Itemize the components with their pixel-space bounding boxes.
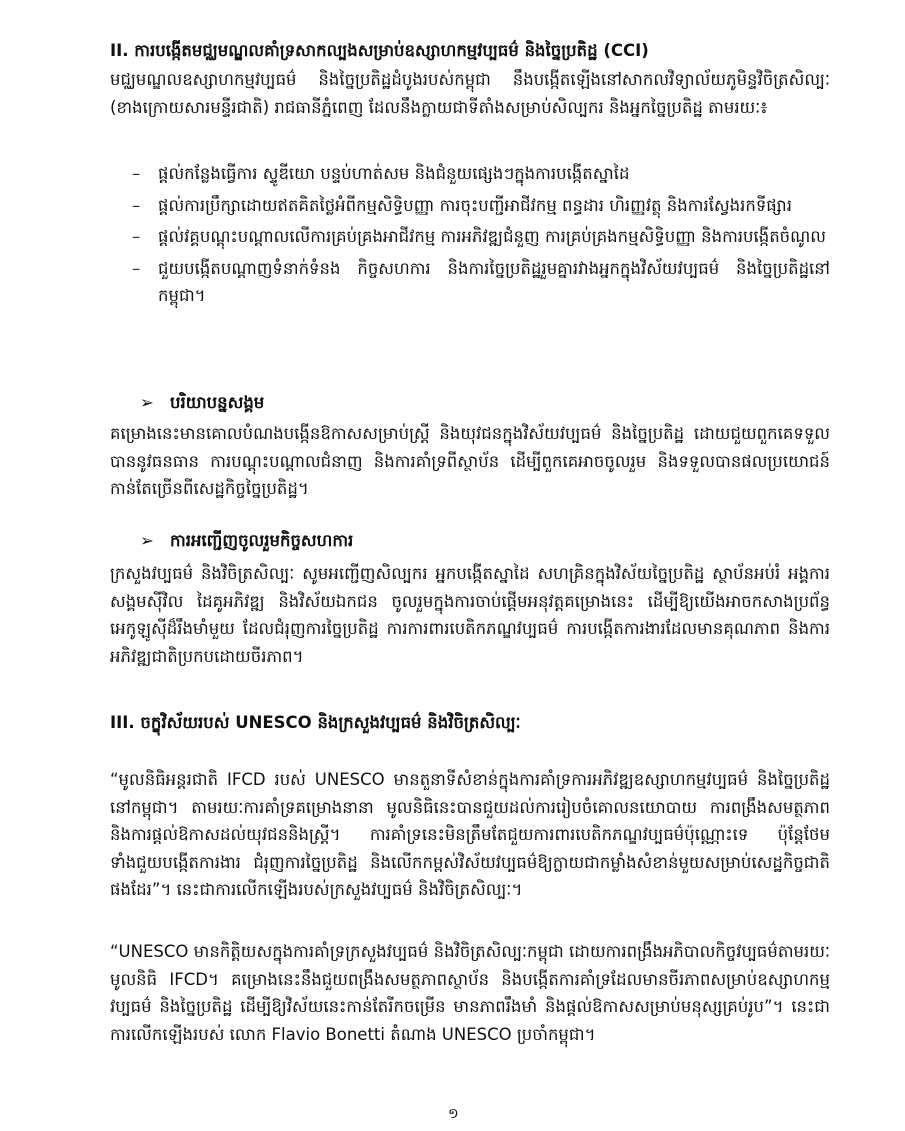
dash-marker: –	[132, 227, 141, 246]
invitation-title: ការអញ្ជើញចូលរួមកិច្ចសហការ	[170, 531, 354, 550]
arrow-bullet-icon: ➢	[140, 531, 154, 550]
page-mark: ១	[448, 1106, 459, 1122]
bullet-item	[110, 223, 830, 251]
bullet-item	[110, 160, 830, 188]
bullet-text: ផ្តល់វគ្គបណ្តុះបណ្តាលលើការគ្រប់គ្រងអាជីវកម្ម ការអភិវឌ្ឍជំនួញ ការគ្រប់គ្រងកម្មសិទ្ធិបញ្ញា និងការបង្កើតចំណូល	[158, 227, 827, 246]
bullet-text: ជួយបង្កើតបណ្តាញទំនាក់ទំនង កិច្ចសហការ និងការច្នៃប្រតិដ្ឋរួមគ្នារវាងអ្នកក្នុងវិស័យវប្បធម៌ និងច្នៃប្រតិដ្ឋនៅកម្ពុជា។	[158, 258, 830, 305]
social-inclusion-text: គម្រោងនេះមានគោលបំណងបង្កើនឱកាសសម្រាប់ស្ត្រី និងយុវជនក្នុងវិស័យវប្បធម៌ និងច្នៃប្រតិដ្ឋ ដោយជួយពួកគេទទួលបាននូវធនធាន ការបណ្តុះបណ្តាលជំនាញ និងការគាំទ្រពីស្ថាប័ន ដើម្បីពួកគេអាចចូលរួម និងទទួលបានផលប្រយោជន៍កាន់តែច្រើនពីសេដ្ឋកិច្ចច្នៃប្រតិដ្ឋ។	[110, 424, 830, 498]
unesco-quote-1: “មូលនិធិអន្តរជាតិ IFCD របស់ UNESCO មានតួនាទីសំខាន់ក្នុងការគាំទ្រការអភិវឌ្ឍឧស្សាហកម្មវប្បធម៌ និងច្នៃប្រតិដ្ឋនៅកម្ពុជា។ តាមរយៈការគាំទ្រគម្រោងនានា មូលនិធិនេះបានជួយដល់ការរៀបចំគោលនយោបាយ ការពង្រឹងសមត្ថភាព និងការផ្តល់ឱកាសដល់យុវជននិងស្ត្រី។ ការគាំទ្រនេះមិនត្រឹមតែជួយការពារបេតិកភណ្ឌវប្បធម៌ប៉ុណ្ណោះទេ ប៉ុន្តែថែមទាំងជួយបង្កើតការងារ ជំរុញការច្នៃប្រតិដ្ឋ និងលើកកម្ពស់វិស័យវប្បធម៌ឱ្យក្លាយជាកម្លាំងសំខាន់មួយសម្រាប់សេដ្ឋកិច្ចជាតិផងដែរ”។ នេះជាការលើកឡើងរបស់ក្រសួងវប្បធម៌ និងវិចិត្រសិល្បៈ។	[110, 770, 830, 899]
bullet-text: ផ្តល់កន្លែងធ្វើការ ស្ទូឌីយោ បន្ទប់ហាត់សម និងជំនួយផ្សេងៗក្នុងការបង្កើតស្នាដៃ	[158, 164, 630, 183]
bullet-item	[110, 255, 830, 310]
bullet-text: ផ្តល់ការប្រឹក្សាដោយឥតគិតថ្លៃអំពីកម្មសិទ្ធិបញ្ញា ការចុះបញ្ជីអាជីវកម្ម ពន្ធដារ ហិរញ្ញវត្ថុ និងការស្វែងរកទីផ្សារ	[158, 195, 792, 215]
section-3-heading: III. ចក្ខុវិស័យរបស់ UNESCO និងក្រសួងវប្បធម៌ និងវិចិត្រសិល្បៈ	[110, 713, 521, 732]
section-2-bullet-list	[110, 160, 830, 314]
dash-marker: –	[132, 164, 141, 183]
social-inclusion-title: បរិយាបន្នសង្គម	[170, 393, 265, 412]
arrow-bullet-icon: ➢	[140, 393, 154, 412]
social-inclusion-heading	[110, 390, 830, 416]
invitation-heading	[110, 528, 830, 554]
section-2-intro: មជ្ឈមណ្ឌលឧស្សាហកម្មវប្បធម៌ និងច្នៃប្រតិដ្ឋដំបូងរបស់កម្ពុជា នឹងបង្កើតឡើងនៅសាកលវិទ្យាល័យភូមិន្ទវិចិត្រសិល្បៈ (ខាងក្រោយសារមន្ទីរជាតិ) រាជធានីភ្នំពេញ ដែលនឹងក្លាយជាទីតាំងសម្រាប់សិល្បករ និងអ្នកច្នៃប្រតិដ្ឋ តាមរយៈ៖	[110, 70, 830, 117]
bullet-item	[110, 192, 830, 220]
unesco-quote-2: “UNESCO មានកិត្តិយសក្នុងការគាំទ្រក្រសួងវប្បធម៌ និងវិចិត្រសិល្បៈកម្ពុជា ដោយការពង្រឹងអភិបាលកិច្ចវប្បធម៌តាមរយៈមូលនិធិ IFCD។ គម្រោងនេះនឹងជួយពង្រឹងសមត្ថភាពស្ថាប័ន និងបង្កើតការគាំទ្រដែលមានចីរភាពសម្រាប់ឧស្សាហកម្មវប្បធម៌ និងច្នៃប្រតិដ្ឋ ដើម្បីឱ្យវិស័យនេះកាន់តែរីកចម្រើន មានភាពរឹងមាំ និងផ្តល់ឱកាសសម្រាប់មនុស្សគ្រប់រូប”។ នេះជាការលើកឡើងរបស់ លោក Flavio Bonetti តំណាង UNESCO ប្រចាំកម្ពុជា។	[110, 942, 830, 1044]
section-2-heading: II. ការបង្កើតមជ្ឈមណ្ឌលគាំទ្រសាកល្បងសម្រាប់ឧស្សាហកម្មវប្បធម៌ និងច្នៃប្រតិដ្ឋ (CCI)	[110, 41, 649, 60]
dash-marker: –	[132, 258, 141, 278]
invitation-text: ក្រសួងវប្បធម៌ និងវិចិត្រសិល្បៈ សូមអញ្ជើញសិល្បករ អ្នកបង្កើតស្នាដៃ សហគ្រិនក្នុងវិស័យច្នៃប្រតិដ្ឋ ស្ថាប័នអប់រំ អង្គការសង្គមស៊ីវិល ដៃគូអភិវឌ្ឍ និងវិស័យឯកជន ចូលរួមក្នុងការចាប់ផ្តើមអនុវត្តគម្រោងនេះ ដើម្បីឱ្យយើងអាចកសាងប្រព័ន្ធអេកូឡូស៊ីដ៏រឹងមាំមួយ ដែលជំរុញការច្នៃប្រតិដ្ឋ ការការពារបេតិកភណ្ឌវប្បធម៌ ការបង្កើតការងារដែលមានគុណភាព និងការអភិវឌ្ឍជាតិប្រកបដោយចីរភាព។	[110, 564, 830, 666]
dash-marker: –	[132, 195, 141, 215]
